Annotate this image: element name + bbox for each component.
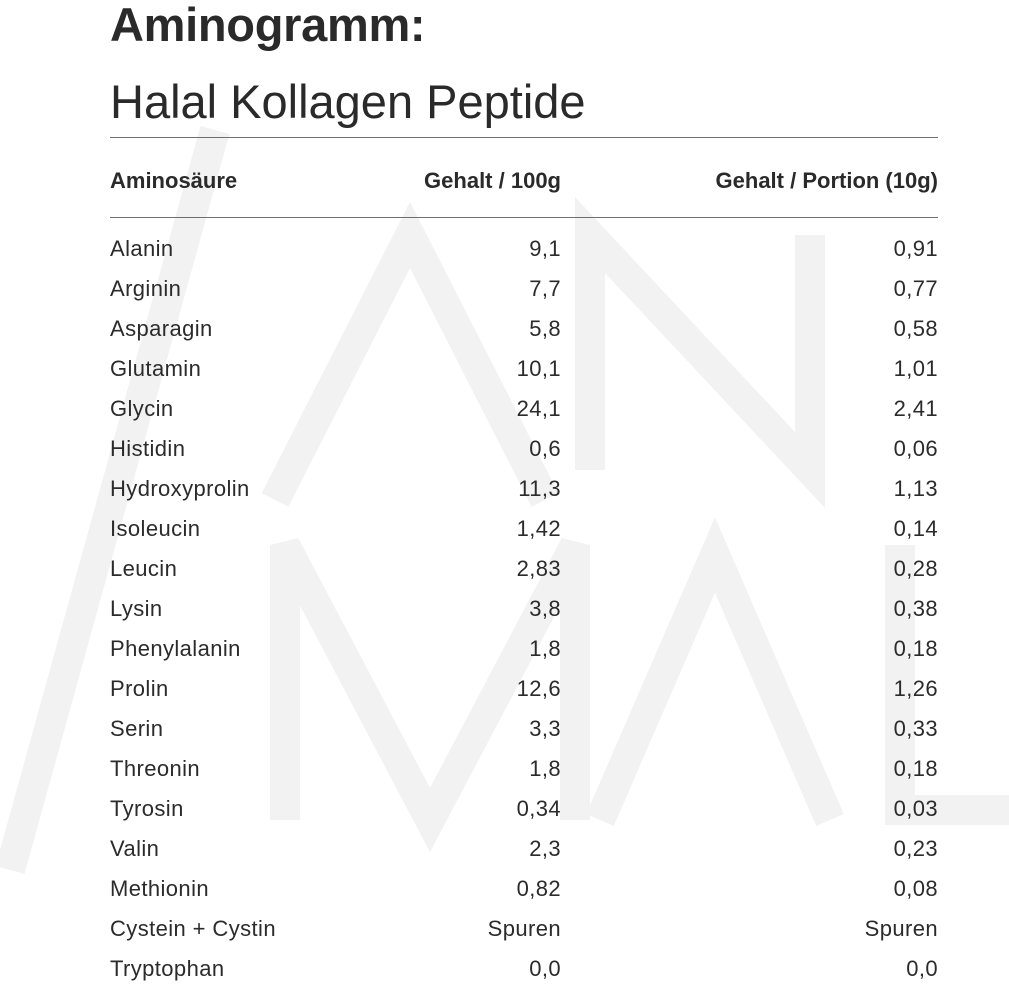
value-per-100g: 1,8 <box>529 756 561 781</box>
value-per-portion: 0,14 <box>893 516 938 541</box>
value-per-100g: 10,1 <box>516 356 561 381</box>
value-per-portion: 0,06 <box>893 436 938 461</box>
value-per-100g: 0,82 <box>516 876 561 901</box>
value-per-100g: 9,1 <box>529 236 561 261</box>
table-row <box>110 231 938 271</box>
header-amino-acid: Aminosäure <box>110 168 238 193</box>
table-row <box>110 871 938 911</box>
value-per-100g: 0,6 <box>529 436 561 461</box>
amino-acid-name: Leucin <box>110 556 178 581</box>
value-per-portion: 0,28 <box>893 556 938 581</box>
amino-acid-name: Histidin <box>110 436 186 461</box>
table-row <box>110 711 938 751</box>
value-per-portion: 1,13 <box>893 476 938 501</box>
amino-acid-name: Glycin <box>110 396 174 421</box>
table-row <box>110 551 938 591</box>
table-row <box>110 351 938 391</box>
amino-acid-name: Threonin <box>110 756 201 781</box>
value-per-portion: 0,38 <box>893 596 938 621</box>
amino-acid-name: Asparagin <box>110 316 213 341</box>
value-per-100g: 1,42 <box>516 516 561 541</box>
value-per-100g: 12,6 <box>516 676 561 701</box>
amino-acid-name: Isoleucin <box>110 516 201 541</box>
header-per-100g: Gehalt / 100g <box>424 168 561 193</box>
table-header <box>110 168 938 196</box>
header-per-portion: Gehalt / Portion (10g) <box>715 168 938 193</box>
value-per-portion: 0,77 <box>893 276 938 301</box>
value-per-portion: 0,58 <box>893 316 938 341</box>
amino-acid-name: Methionin <box>110 876 209 901</box>
value-per-100g: 2,3 <box>529 836 561 861</box>
amino-acid-name: Tryptophan <box>110 956 225 981</box>
table-row <box>110 311 938 351</box>
table-row <box>110 391 938 431</box>
amino-acid-name: Tyrosin <box>110 796 184 821</box>
table-row <box>110 591 938 631</box>
table-row <box>110 631 938 671</box>
table-row <box>110 751 938 791</box>
table-row <box>110 431 938 471</box>
amino-acid-name: Glutamin <box>110 356 202 381</box>
value-per-portion: 2,41 <box>893 396 938 421</box>
value-per-portion: 1,01 <box>893 356 938 381</box>
value-per-portion: 0,08 <box>893 876 938 901</box>
value-per-100g: 24,1 <box>516 396 561 421</box>
value-per-100g: 11,3 <box>518 476 561 501</box>
table-row <box>110 471 938 511</box>
value-per-portion: 0,18 <box>893 756 938 781</box>
amino-acid-name: Lysin <box>110 596 163 621</box>
value-per-100g: 0,34 <box>516 796 561 821</box>
value-per-100g: Spuren <box>487 916 561 941</box>
value-per-100g: 5,8 <box>529 316 561 341</box>
value-per-portion: Spuren <box>864 916 938 941</box>
value-per-100g: 1,8 <box>529 636 561 661</box>
table-row <box>110 511 938 551</box>
amino-acid-name: Cystein + Cystin <box>110 916 276 941</box>
amino-acid-table <box>110 231 938 991</box>
page-subtitle: Halal Kollagen Peptide <box>110 75 586 128</box>
value-per-portion: 0,33 <box>893 716 938 741</box>
amino-acid-name: Valin <box>110 836 160 861</box>
value-per-portion: 0,23 <box>893 836 938 861</box>
header-divider <box>110 217 938 218</box>
value-per-portion: 1,26 <box>893 676 938 701</box>
value-per-100g: 3,3 <box>529 716 561 741</box>
amino-acid-name: Alanin <box>110 236 174 261</box>
page-title: Aminogramm: <box>110 0 426 51</box>
amino-acid-name: Hydroxyprolin <box>110 476 250 501</box>
value-per-100g: 7,7 <box>529 276 561 301</box>
amino-acid-name: Arginin <box>110 276 182 301</box>
table-row <box>110 791 938 831</box>
value-per-portion: 0,0 <box>906 956 938 981</box>
table-row <box>110 831 938 871</box>
table-row <box>110 911 938 951</box>
value-per-portion: 0,91 <box>893 236 938 261</box>
value-per-100g: 2,83 <box>516 556 561 581</box>
amino-acid-name: Prolin <box>110 676 169 701</box>
table-row <box>110 271 938 311</box>
table-row <box>110 951 938 991</box>
title-divider <box>110 137 938 138</box>
value-per-100g: 3,8 <box>529 596 561 621</box>
table-row <box>110 671 938 711</box>
value-per-portion: 0,03 <box>893 796 938 821</box>
amino-acid-name: Serin <box>110 716 164 741</box>
amino-acid-name: Phenylalanin <box>110 636 241 661</box>
value-per-portion: 0,18 <box>893 636 938 661</box>
value-per-100g: 0,0 <box>529 956 561 981</box>
